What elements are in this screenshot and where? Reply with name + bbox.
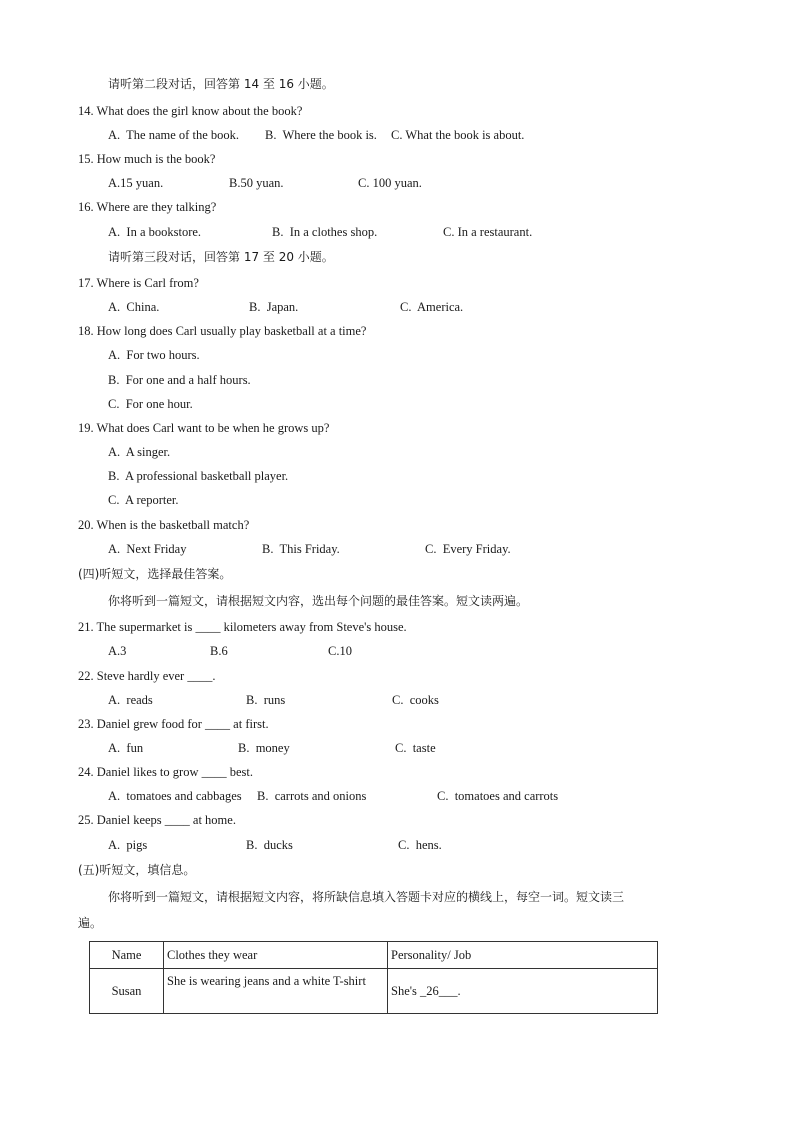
q25-option-a: A. pigs [108,838,148,852]
cell-clothes: She is wearing jeans and a white T-shirt [164,969,388,1014]
q14-option-b: B. Where the book is. [265,128,377,142]
table-row [90,969,658,1014]
part2-heading: 请听第二段对话，回答第 14 至 16 小题。 [108,77,334,91]
q25-stem: 25. Daniel keeps ____ at home. [78,813,236,827]
q21-stem: 21. The supermarket is ____ kilometers away from Steve's house. [78,620,407,634]
q23-stem: 23. Daniel grew food for ____ at first. [78,717,269,731]
q18-option-b: B. For one and a half hours. [108,373,251,387]
q19-option-a: A. A singer. [108,445,171,459]
q18-option-a: A. For two hours. [108,348,200,362]
q14-option-a: A. The name of the book. [108,128,239,142]
q24-option-a: A. tomatoes and cabbages [108,789,242,803]
part5-instruction-line1: 你将听到一篇短文，请根据短文内容，将所缺信息填入答题卡对应的横线上，每空一词。短文读三 [108,890,625,904]
q22-stem: 22. Steve hardly ever ____. [78,669,216,683]
q15-option-b: B.50 yuan. [229,176,284,190]
q25-option-c: C. hens. [398,838,442,852]
part4-title: (四)听短文，选择最佳答案。 [78,567,232,581]
q23-option-b: B. money [238,741,290,755]
q20-option-b: B. This Friday. [262,542,340,556]
q17-option-a: A. China. [108,300,160,314]
q19-option-c: C. A reporter. [108,493,179,507]
q20-option-a: A. Next Friday [108,542,187,556]
q18-stem: 18. How long does Carl usually play basketball at a time? [78,324,367,338]
q17-option-b: B. Japan. [249,300,299,314]
q16-option-a: A. In a bookstore. [108,225,202,239]
q17-stem: 17. Where is Carl from? [78,276,199,290]
part4-instruction: 你将听到一篇短文，请根据短文内容，选出每个问题的最佳答案。短文读两遍。 [108,594,529,608]
q24-option-c: C. tomatoes and carrots [437,789,559,803]
q17-option-c: C. America. [400,300,464,314]
q15-option-a: A.15 yuan. [108,176,164,190]
part5-title: (五)听短文，填信息。 [78,863,196,877]
q22-option-c: C. cooks [392,693,439,707]
cell-name: Susan [90,969,164,1014]
cell-job-blank-26[interactable]: She's _26___. [388,969,658,1014]
q21-option-a: A.3 [108,644,127,658]
q24-option-b: B. carrots and onions [257,789,367,803]
info-table [89,941,658,1014]
q19-option-b: B. A professional basketball player. [108,469,289,483]
header-name: Name [90,942,164,969]
q18-option-c: C. For one hour. [108,397,193,411]
q19-stem: 19. What does Carl want to be when he grows up? [78,421,330,435]
q15-option-c: C. 100 yuan. [358,176,422,190]
q24-stem: 24. Daniel likes to grow ____ best. [78,765,253,779]
q23-option-a: A. fun [108,741,144,755]
q16-option-c: C. In a restaurant. [443,225,533,239]
q15-stem: 15. How much is the book? [78,152,216,166]
q22-option-b: B. runs [246,693,286,707]
table-header-row [90,942,658,969]
q16-option-b: B. In a clothes shop. [272,225,378,239]
q20-option-c: C. Every Friday. [425,542,511,556]
header-clothes: Clothes they wear [164,942,388,969]
part5-instruction-line2: 遍。 [78,916,103,930]
part3-heading: 请听第三段对话，回答第 17 至 20 小题。 [108,250,334,264]
q14-stem: 14. What does the girl know about the book? [78,104,303,118]
q21-option-c: C.10 [328,644,352,658]
q23-option-c: C. taste [395,741,436,755]
q22-option-a: A. reads [108,693,153,707]
q14-option-c: C. What the book is about. [391,128,525,142]
q25-option-b: B. ducks [246,838,293,852]
header-personality-job: Personality/ Job [388,942,658,969]
q16-stem: 16. Where are they talking? [78,200,217,214]
q21-option-b: B.6 [210,644,228,658]
q20-stem: 20. When is the basketball match? [78,518,250,532]
